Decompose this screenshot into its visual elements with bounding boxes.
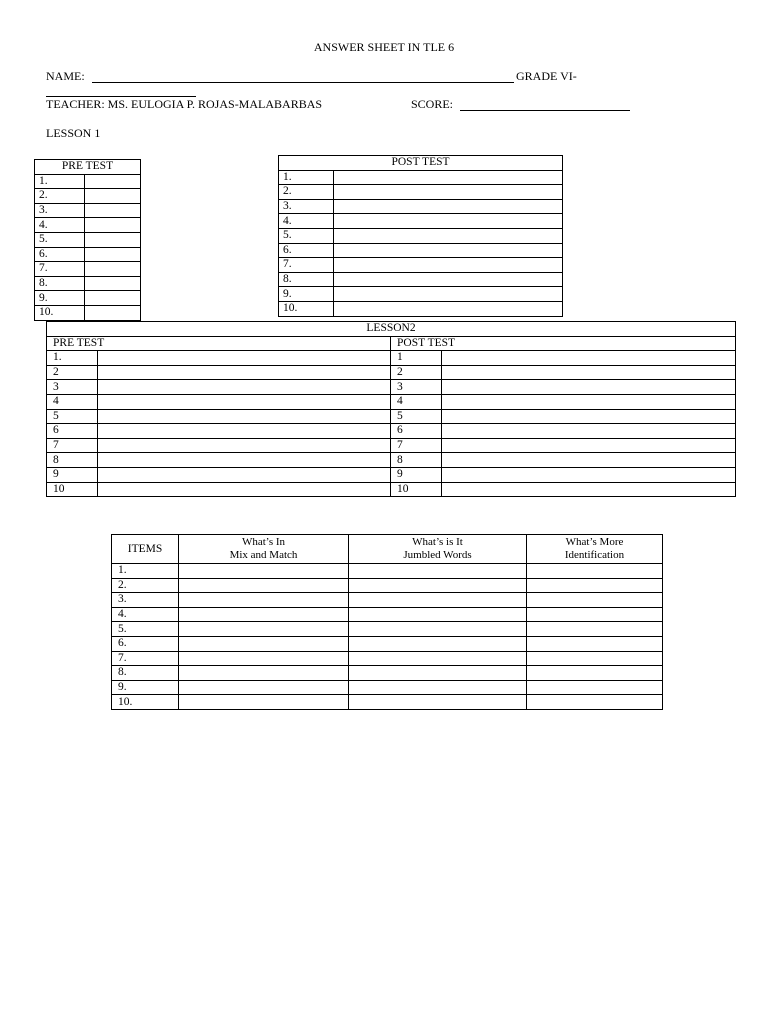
- lesson1-pre-test-row: [35, 203, 141, 218]
- row-number: 1.: [35, 174, 85, 189]
- lesson1-post-test-table: [278, 155, 563, 317]
- lesson1-post-test-row: [279, 214, 563, 229]
- whats-more-cell[interactable]: [527, 695, 663, 710]
- answer-cell[interactable]: [334, 258, 563, 273]
- answer-cell[interactable]: [85, 305, 141, 320]
- activities-row: [112, 651, 663, 666]
- activities-row: [112, 636, 663, 651]
- activities-row: [112, 666, 663, 681]
- pre-row-number: 6: [47, 424, 98, 439]
- pre-row-number: 4: [47, 394, 98, 409]
- whats-is-it-header: [349, 535, 527, 564]
- items-header: ITEMS: [112, 535, 179, 564]
- lesson1-pre-test-row: [35, 232, 141, 247]
- answer-cell[interactable]: [85, 276, 141, 291]
- lesson1-post-test-header: POST TEST: [279, 156, 563, 171]
- item-number: 1.: [112, 564, 179, 579]
- whats-more-cell[interactable]: [527, 651, 663, 666]
- whats-more-cell[interactable]: [527, 607, 663, 622]
- whats-in-cell[interactable]: [179, 607, 349, 622]
- lesson2-row: [47, 424, 736, 439]
- pre-answer-cell[interactable]: [98, 467, 391, 482]
- whats-in-cell[interactable]: [179, 636, 349, 651]
- lesson1-post-test-row: [279, 272, 563, 287]
- row-number: 2.: [279, 185, 334, 200]
- lesson1-pre-test-header: PRE TEST: [35, 160, 141, 175]
- post-row-number: 2: [391, 365, 442, 380]
- pre-answer-cell[interactable]: [98, 424, 391, 439]
- post-row-number: 4: [391, 394, 442, 409]
- lesson1-post-test-row: [279, 287, 563, 302]
- post-answer-cell[interactable]: [442, 453, 736, 468]
- row-number: 8.: [35, 276, 85, 291]
- row-number: 3.: [279, 199, 334, 214]
- answer-cell[interactable]: [334, 272, 563, 287]
- lesson2-row: [47, 351, 736, 366]
- row-number: 10.: [279, 301, 334, 316]
- post-row-number: 1: [391, 351, 442, 366]
- row-number: 1.: [279, 170, 334, 185]
- pre-answer-cell[interactable]: [98, 482, 391, 497]
- pre-row-number: 10: [47, 482, 98, 497]
- whats-is-it-cell[interactable]: [349, 607, 527, 622]
- answer-cell[interactable]: [334, 214, 563, 229]
- lesson1-pre-test-row: [35, 189, 141, 204]
- score-label: SCORE:: [411, 97, 454, 111]
- answer-cell[interactable]: [334, 228, 563, 243]
- pre-row-number: 3: [47, 380, 98, 395]
- activities-row: [112, 564, 663, 579]
- row-number: 6.: [35, 247, 85, 262]
- teacher-label: TEACHER: MS. EULOGIA P. ROJAS-MALABARBAS: [46, 97, 323, 111]
- lesson1-post-test-row: [279, 301, 563, 316]
- lesson1-post-test-row: [279, 199, 563, 214]
- lesson2-row: [47, 394, 736, 409]
- item-number: 5.: [112, 622, 179, 637]
- whats-more-cell[interactable]: [527, 680, 663, 695]
- whats-more-subtitle: Identification: [564, 549, 625, 561]
- row-number: 6.: [279, 243, 334, 258]
- whats-more-cell[interactable]: [527, 593, 663, 608]
- whats-in-cell[interactable]: [179, 564, 349, 579]
- lesson1-post-test-row: [279, 258, 563, 273]
- post-answer-cell[interactable]: [442, 351, 736, 366]
- whats-in-cell[interactable]: [179, 622, 349, 637]
- lesson1-pre-test-row: [35, 247, 141, 262]
- answer-cell[interactable]: [334, 287, 563, 302]
- name-continuation-line: [46, 84, 196, 97]
- whats-is-it-cell[interactable]: [349, 636, 527, 651]
- row-number: 10.: [35, 305, 85, 320]
- pre-answer-cell[interactable]: [98, 409, 391, 424]
- answer-cell[interactable]: [334, 301, 563, 316]
- whats-more-cell[interactable]: [527, 622, 663, 637]
- row-number: 7.: [279, 258, 334, 273]
- whats-is-it-cell[interactable]: [349, 680, 527, 695]
- name-field[interactable]: [92, 70, 514, 83]
- lesson2-row: [47, 453, 736, 468]
- answer-cell[interactable]: [85, 262, 141, 277]
- whats-more-cell[interactable]: [527, 636, 663, 651]
- pre-answer-cell[interactable]: [98, 351, 391, 366]
- item-number: 7.: [112, 651, 179, 666]
- row-number: 2.: [35, 189, 85, 204]
- lesson2-row: [47, 467, 736, 482]
- lesson2-pre-test-header: PRE TEST: [47, 336, 391, 351]
- row-number: 9.: [35, 291, 85, 306]
- pre-row-number: 9: [47, 467, 98, 482]
- whats-more-header: [527, 535, 663, 564]
- pre-row-number: 2: [47, 365, 98, 380]
- lesson2-table: [46, 321, 736, 497]
- whats-is-it-cell[interactable]: [349, 593, 527, 608]
- answer-cell[interactable]: [85, 291, 141, 306]
- activities-row: [112, 622, 663, 637]
- post-row-number: 9: [391, 467, 442, 482]
- answer-cell[interactable]: [334, 170, 563, 185]
- post-answer-cell[interactable]: [442, 380, 736, 395]
- item-number: 6.: [112, 636, 179, 651]
- post-answer-cell[interactable]: [442, 365, 736, 380]
- whats-more-cell[interactable]: [527, 564, 663, 579]
- item-number: 4.: [112, 607, 179, 622]
- row-number: 5.: [35, 232, 85, 247]
- pre-answer-cell[interactable]: [98, 453, 391, 468]
- whats-is-it-title: What’s is It: [412, 536, 463, 548]
- post-row-number: 10: [391, 482, 442, 497]
- pre-answer-cell[interactable]: [98, 394, 391, 409]
- post-row-number: 3: [391, 380, 442, 395]
- row-number: 8.: [279, 272, 334, 287]
- activities-row: [112, 680, 663, 695]
- lesson1-post-test-row: [279, 228, 563, 243]
- pre-row-number: 1.: [47, 351, 98, 366]
- activities-row: [112, 593, 663, 608]
- post-answer-cell[interactable]: [442, 424, 736, 439]
- page-title: ANSWER SHEET IN TLE 6: [313, 40, 455, 54]
- whats-is-it-cell[interactable]: [349, 622, 527, 637]
- item-number: 10.: [112, 695, 179, 710]
- post-row-number: 6: [391, 424, 442, 439]
- lesson2-row: [47, 380, 736, 395]
- lesson1-post-test-row: [279, 170, 563, 185]
- post-row-number: 5: [391, 409, 442, 424]
- answer-cell[interactable]: [85, 174, 141, 189]
- post-answer-cell[interactable]: [442, 409, 736, 424]
- answer-cell[interactable]: [85, 189, 141, 204]
- name-label: NAME:: [46, 69, 85, 83]
- activities-row: [112, 695, 663, 710]
- whats-in-title: What’s In: [241, 536, 286, 548]
- whats-is-it-cell[interactable]: [349, 651, 527, 666]
- item-number: 8.: [112, 666, 179, 681]
- whats-in-subtitle: Mix and Match: [229, 549, 298, 561]
- row-number: 3.: [35, 203, 85, 218]
- whats-in-cell[interactable]: [179, 666, 349, 681]
- answer-cell[interactable]: [334, 199, 563, 214]
- whats-in-cell[interactable]: [179, 695, 349, 710]
- whats-is-it-cell[interactable]: [349, 564, 527, 579]
- lesson1-label: LESSON 1: [46, 126, 101, 140]
- whats-more-cell[interactable]: [527, 578, 663, 593]
- grade-label: GRADE VI-: [516, 69, 577, 83]
- post-row-number: 7: [391, 438, 442, 453]
- row-number: 5.: [279, 228, 334, 243]
- whats-is-it-subtitle: Jumbled Words: [403, 549, 472, 561]
- lesson1-pre-test-row: [35, 276, 141, 291]
- lesson1-pre-test-row: [35, 305, 141, 320]
- lesson2-post-test-header: POST TEST: [391, 336, 736, 351]
- lesson2-row: [47, 409, 736, 424]
- activities-row: [112, 578, 663, 593]
- activities-table: [111, 534, 663, 710]
- pre-row-number: 5: [47, 409, 98, 424]
- lesson2-row: [47, 438, 736, 453]
- pre-answer-cell[interactable]: [98, 438, 391, 453]
- whats-in-cell[interactable]: [179, 680, 349, 695]
- item-number: 9.: [112, 680, 179, 695]
- row-number: 9.: [279, 287, 334, 302]
- post-answer-cell[interactable]: [442, 467, 736, 482]
- whats-in-cell[interactable]: [179, 651, 349, 666]
- lesson2-header: LESSON2: [47, 322, 736, 337]
- post-answer-cell[interactable]: [442, 438, 736, 453]
- activities-row: [112, 607, 663, 622]
- answer-cell[interactable]: [85, 232, 141, 247]
- answer-cell[interactable]: [334, 243, 563, 258]
- answer-cell[interactable]: [85, 247, 141, 262]
- pre-row-number: 8: [47, 453, 98, 468]
- score-field[interactable]: [460, 98, 630, 111]
- lesson2-row: [47, 365, 736, 380]
- post-answer-cell[interactable]: [442, 394, 736, 409]
- whats-more-title: What’s More: [565, 536, 624, 548]
- lesson1-pre-test-row: [35, 262, 141, 277]
- whats-in-cell[interactable]: [179, 578, 349, 593]
- item-number: 2.: [112, 578, 179, 593]
- whats-is-it-cell[interactable]: [349, 578, 527, 593]
- row-number: 4.: [35, 218, 85, 233]
- answer-cell[interactable]: [85, 218, 141, 233]
- post-answer-cell[interactable]: [442, 482, 736, 497]
- whats-in-header: [179, 535, 349, 564]
- post-row-number: 8: [391, 453, 442, 468]
- lesson1-post-test-row: [279, 243, 563, 258]
- whats-in-cell[interactable]: [179, 593, 349, 608]
- lesson1-pre-test-row: [35, 218, 141, 233]
- pre-row-number: 7: [47, 438, 98, 453]
- lesson1-pre-test-row: [35, 174, 141, 189]
- whats-is-it-cell[interactable]: [349, 695, 527, 710]
- lesson2-row: [47, 482, 736, 497]
- item-number: 3.: [112, 593, 179, 608]
- pre-answer-cell[interactable]: [98, 380, 391, 395]
- whats-more-cell[interactable]: [527, 666, 663, 681]
- row-number: 7.: [35, 262, 85, 277]
- pre-answer-cell[interactable]: [98, 365, 391, 380]
- answer-cell[interactable]: [334, 185, 563, 200]
- row-number: 4.: [279, 214, 334, 229]
- whats-is-it-cell[interactable]: [349, 666, 527, 681]
- lesson1-pre-test-table: [34, 159, 141, 321]
- lesson1-pre-test-row: [35, 291, 141, 306]
- answer-cell[interactable]: [85, 203, 141, 218]
- lesson1-post-test-row: [279, 185, 563, 200]
